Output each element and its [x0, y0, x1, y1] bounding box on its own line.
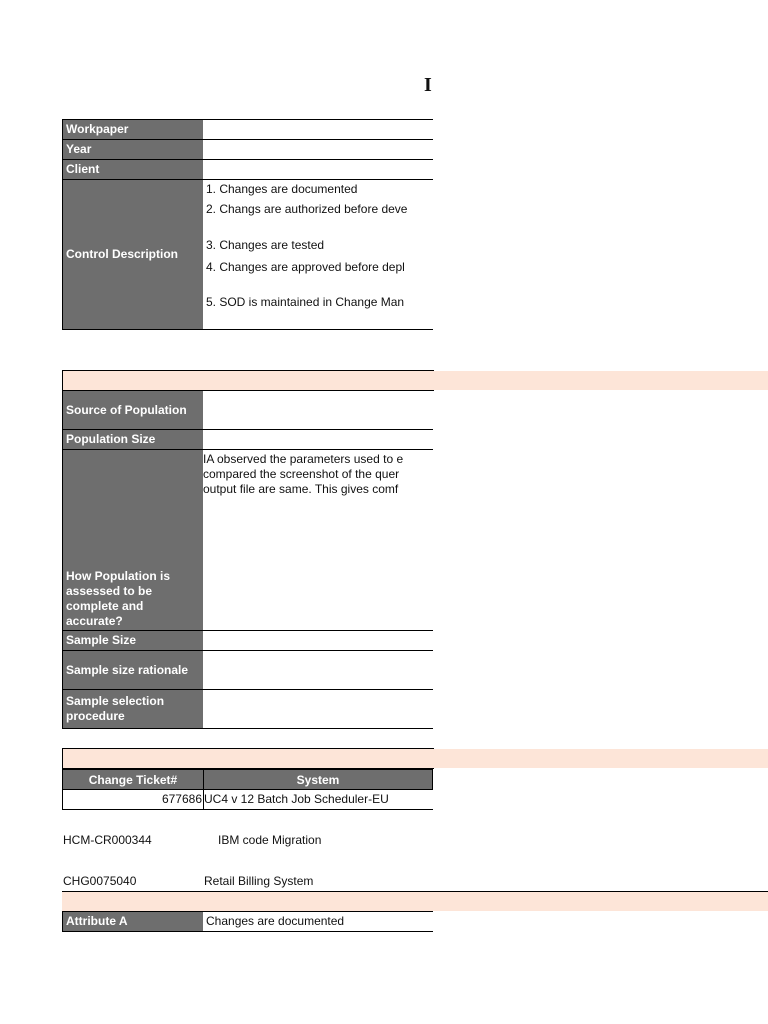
sample-size-value[interactable]: [203, 630, 433, 651]
client-label: Client: [62, 159, 204, 180]
ticket-system[interactable]: UC4 v 12 Batch Job Scheduler-EU: [203, 789, 433, 810]
ticket-number[interactable]: HCM-CR000344: [63, 833, 152, 847]
ticket-number[interactable]: 677686: [62, 789, 204, 810]
sample-rationale-label: Sample size rationale: [62, 650, 204, 690]
sample-rationale-value[interactable]: [203, 650, 433, 690]
assessment-line: output file are same. This gives comf: [203, 482, 399, 496]
population-size-value[interactable]: [203, 429, 433, 450]
control-description-value[interactable]: [203, 179, 433, 330]
year-label: Year: [62, 139, 204, 160]
column-header-system: System: [203, 769, 433, 790]
assessment-line: compared the screenshot of the quer: [203, 467, 400, 481]
population-assessment-value[interactable]: [203, 449, 433, 631]
source-of-population-value[interactable]: [203, 390, 433, 430]
tickets-section-header: [62, 748, 434, 769]
ticket-system[interactable]: Retail Billing System: [204, 874, 314, 888]
page-title: I: [424, 74, 432, 96]
ticket-system[interactable]: IBM code Migration: [218, 833, 322, 847]
attribute-a-label: Attribute A: [62, 911, 204, 932]
control-line: 1. Changes are documented: [206, 182, 358, 196]
sample-procedure-value[interactable]: [203, 689, 433, 729]
control-line: 2. Changs are authorized before deve: [206, 202, 408, 216]
control-line: 3. Changes are tested: [206, 238, 325, 252]
source-of-population-label: Source of Population: [62, 390, 204, 430]
column-header-change-ticket: Change Ticket#: [62, 769, 204, 790]
population-size-label: Population Size: [62, 429, 204, 450]
workpaper-value[interactable]: [203, 119, 433, 140]
population-section-band: [434, 371, 768, 390]
control-line: 4. Changes are approved before depl: [206, 260, 405, 274]
control-description-label: Control Description: [62, 179, 204, 330]
workpaper-label: Workpaper: [62, 119, 204, 140]
ticket-number[interactable]: CHG0075040: [63, 874, 137, 888]
attribute-a-value[interactable]: Changes are documented: [203, 911, 433, 932]
sample-procedure-label: Sample selection procedure: [62, 689, 204, 729]
population-section-header: [62, 370, 434, 391]
year-value[interactable]: [203, 139, 433, 160]
client-value[interactable]: [203, 159, 433, 180]
attribute-section-band: [62, 891, 768, 911]
population-assessment-label: How Population is assessed to be complete and accurate?: [62, 449, 204, 631]
sample-size-label: Sample Size: [62, 630, 204, 651]
tickets-section-band: [434, 749, 768, 768]
assessment-line: IA observed the parameters used to e: [203, 452, 404, 466]
control-line: 5. SOD is maintained in Change Man: [206, 295, 405, 309]
